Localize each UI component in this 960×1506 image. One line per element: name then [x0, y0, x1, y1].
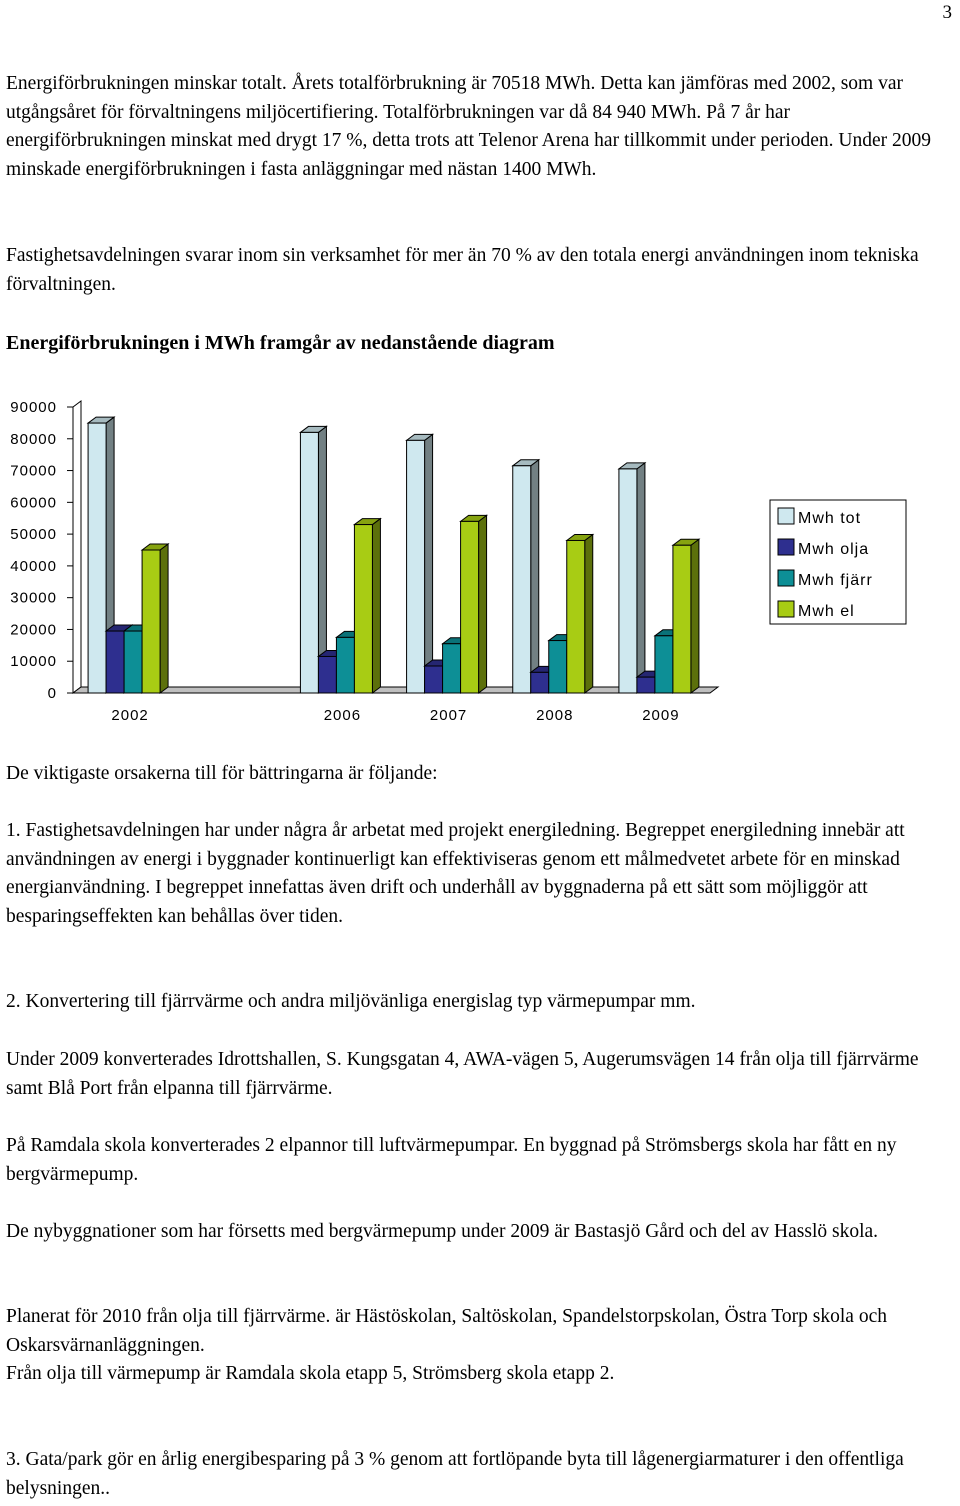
intro-paragraph: Energiförbrukningen minskar totalt. Årets totalförbrukning är 70518 MWh. Detta kan jämföras med 2002, som var utgångsåret för förvaltningens miljöcertifiering. Totalförbrukningen var då 84 940 MWh. På 7 år har energiförbrukningen minskat med drygt 17 %, detta trots att Telenor Arena har tillkommit under perioden. Under 2009 minskade energiförbrukningen i fasta anläggningar med nästan 1400 MWh.: [6, 73, 932, 180]
oil-to-heatpump-paragraph: Från olja till värmepump är Ramdala skola etapp 5, Strömsberg skola etapp 2.: [6, 1363, 615, 1384]
heat-pumps-paragraph: På Ramdala skola konverterades 2 elpannor till luftvärmepumpar. En byggnad på Strömsbergs skola har fått en ny bergvärmepump.: [6, 1135, 897, 1185]
bar-front: [407, 440, 425, 693]
bar-side: [691, 539, 699, 693]
reasons-intro: De viktigaste orsakerna till för bättringarna är följande:: [6, 763, 438, 784]
legend-swatch: [778, 601, 794, 617]
y-tick-label: 40000: [10, 557, 57, 575]
bar-mwh-el-2008: [567, 534, 593, 693]
conversions-2009-paragraph: Under 2009 konverterades Idrottshallen, S. Kungsgatan 4, AWA-vägen 5, Augerumsvägen 14 från olja till fjärrvärme samt Blå Port från elpanna till fjärrvärme.: [6, 1049, 919, 1099]
bar-front: [549, 641, 567, 693]
bar-mwh-tot-2009: [619, 463, 645, 693]
x-tick-label: 2009: [642, 707, 680, 724]
bar-side: [479, 515, 487, 693]
bar-side: [425, 434, 433, 693]
bar-front: [461, 521, 479, 693]
bar-front: [124, 631, 142, 693]
bar-front: [142, 550, 160, 693]
y-tick-label: 0: [47, 685, 57, 702]
responsibility-paragraph: Fastighetsavdelningen svarar inom sin verksamhet för mer än 70 % av den totala energi användningen inom tekniska förvaltningen.: [6, 245, 919, 295]
y-tick-label: 90000: [10, 399, 57, 416]
bar-front: [300, 432, 318, 693]
y-axis-wall: [73, 401, 81, 693]
bar-side: [637, 463, 645, 693]
bar-front: [619, 469, 637, 693]
y-tick-label: 30000: [10, 589, 57, 607]
legend-swatch: [778, 508, 794, 524]
bar-mwh-tot-2007: [407, 434, 433, 693]
reason-2-paragraph: 2. Konvertering till fjärrvärme och andra miljövänliga energislag typ värmepumpar mm.: [6, 991, 696, 1012]
x-tick-label: 2002: [111, 707, 149, 724]
x-tick-label: 2006: [323, 707, 362, 724]
bar-side: [160, 544, 168, 693]
bar-mwh-el-2007: [461, 515, 487, 693]
x-tick-label: 2007: [429, 707, 468, 724]
energy-bar-chart: [0, 388, 960, 733]
bar-front: [106, 631, 124, 693]
planned-2010-paragraph: Planerat för 2010 från olja till fjärrvärme. är Hästöskolan, Saltöskolan, Spandelstorpskolan, Östra Torp skola och Oskarsvärnanläggningen.: [6, 1306, 887, 1356]
bar-front: [531, 672, 549, 693]
bar-side: [585, 534, 593, 693]
bar-front: [567, 540, 585, 693]
bar-side: [531, 460, 539, 693]
y-tick-label: 20000: [10, 621, 57, 639]
legend-swatch: [778, 570, 794, 586]
bar-mwh-el-2006: [354, 519, 380, 693]
chart-heading: Energiförbrukningen i MWh framgår av nedanstående diagram: [6, 332, 555, 354]
y-tick-label: 80000: [10, 430, 57, 448]
bar-front: [318, 656, 336, 693]
bar-front: [88, 423, 106, 693]
legend-label: Mwh fjärr: [798, 572, 873, 589]
x-tick-label: 2008: [536, 707, 574, 724]
bar-front: [673, 545, 691, 693]
new-buildings-paragraph: De nybyggnationer som har försetts med bergvärmepump under 2009 är Bastasjö Gård och del av Hasslö skola.: [6, 1221, 879, 1242]
bar-front: [354, 525, 372, 693]
reason-1-paragraph: 1. Fastighetsavdelningen har under några år arbetat med projekt energiledning. Begreppet energiledning innebär att användningen av energi i byggnader kontinuerligt kan effektiviseras genom ett målmedvetet arbete för en minskad energianvändning. I begreppet innefattas även drift och underhåll av byggnaderna på ett sätt som möjliggör att besparingseffekten kan behållas över tiden.: [6, 820, 905, 927]
bar-mwh-el-2002: [142, 544, 168, 693]
bar-front: [637, 677, 655, 693]
y-tick-label: 10000: [10, 653, 57, 671]
page-number: 3: [942, 2, 952, 23]
bar-front: [513, 466, 531, 693]
reason-3-paragraph: 3. Gata/park gör en årlig energibesparing på 3 % genom att fortlöpande byta till lågenergiarmaturer i den offentliga belysningen..: [6, 1449, 904, 1499]
legend-label: Mwh el: [798, 603, 855, 620]
y-tick-label: 60000: [10, 494, 57, 512]
bar-front: [655, 636, 673, 693]
bar-side: [372, 519, 380, 693]
bar-mwh-tot-2008: [513, 460, 539, 693]
bar-front: [336, 637, 354, 693]
bar-mwh-el-2009: [673, 539, 699, 693]
bar-front: [425, 666, 443, 693]
legend-label: Mwh olja: [798, 541, 870, 558]
y-tick-label: 70000: [10, 462, 57, 480]
y-tick-label: 50000: [10, 526, 57, 544]
legend-swatch: [778, 539, 794, 555]
bar-front: [443, 644, 461, 693]
legend-label: Mwh tot: [798, 510, 862, 527]
